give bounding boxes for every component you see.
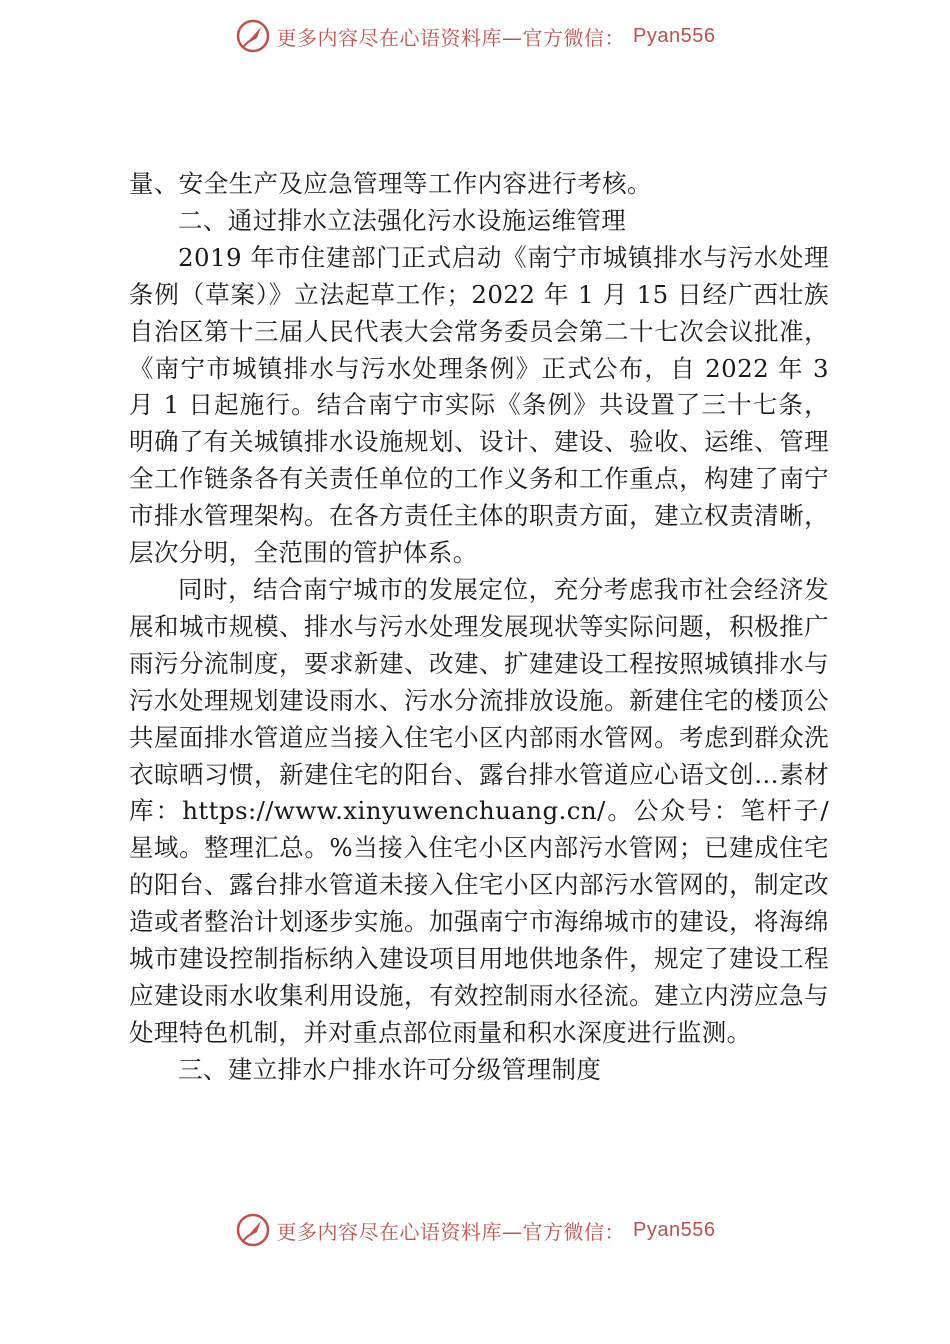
- watermark-text: 更多内容尽在心语资料库—官方微信：: [276, 25, 626, 50]
- paragraph-continuation: 量、安全生产及应急管理等工作内容进行考核。: [129, 169, 652, 198]
- paragraph-legislation: 2019 年市住建部门正式启动《南宁市城镇排水与污水处理条例（草案）》立法起草工作；2022 年 1 月 15 日经广西壮族自治区第十三届人民代表大会常务委员会第二十七次会议批准，《南宁市城镇排水与污水处理条例》正式公布，自 2022 年 3 月 1 日起施行。结合南宁市实际《条例》共设置了三十七条，明确了有关城镇排水设施规划、设计、建设、验收、运维、管理全工作链条各有关责任单位的工作义务和工作重点，构建了南宁市排水管理架构。在各方责任主体的职责方面，建立权责清晰，层次分明，全范围的管护体系。: [129, 242, 829, 568]
- watermark-wechat-id: Pyan556: [633, 1218, 716, 1241]
- document-body: [129, 166, 829, 1089]
- paragraph-rain-sewage-separation: 同时，结合南宁城市的发展定位，充分考虑我市社会经济发展和城市规模、排水与污水处理发展现状等实际问题，积极推广雨污分流制度，要求新建、改建、扩建建设工程按照城镇排水与污水处理规划建设雨水、污水分流排放设施。新建住宅的楼顶公共屋面排水管道应当接入住宅小区内部雨水管网。考虑到群众洗衣晾晒习惯，新建住宅的阳台、露台排水管道应心语文创…素材库：https://www.xinyuwenchuang.cn/。公众号：笔杆子/星域。整理汇总。%当接入住宅小区内部污水管网；已建成住宅的阳台、露台排水管道未接入住宅小区内部污水管网的，制定改造或者整治计划逐步实施。加强南宁市海绵城市的建设，将海绵城市建设控制指标纳入建设项目用地供地条件，规定了建设工程应建设雨水收集利用设施，有效控制雨水径流。建立内涝应急与处理特色机制，并对重点部位雨量和积水深度进行监测。: [129, 574, 829, 1047]
- watermark-text: 更多内容尽在心语资料库—官方微信：: [276, 1219, 626, 1244]
- footer-watermark: [0, 1210, 950, 1250]
- section-heading-3: 三、建立排水户排水许可分级管理制度: [178, 1054, 602, 1084]
- quill-circle-logo-icon: [235, 1212, 271, 1248]
- header-watermark: [0, 16, 950, 56]
- quill-circle-logo-icon: [235, 18, 271, 54]
- watermark-wechat-id: Pyan556: [633, 24, 716, 47]
- section-heading-2: 二、通过排水立法强化污水设施运维管理: [178, 205, 627, 235]
